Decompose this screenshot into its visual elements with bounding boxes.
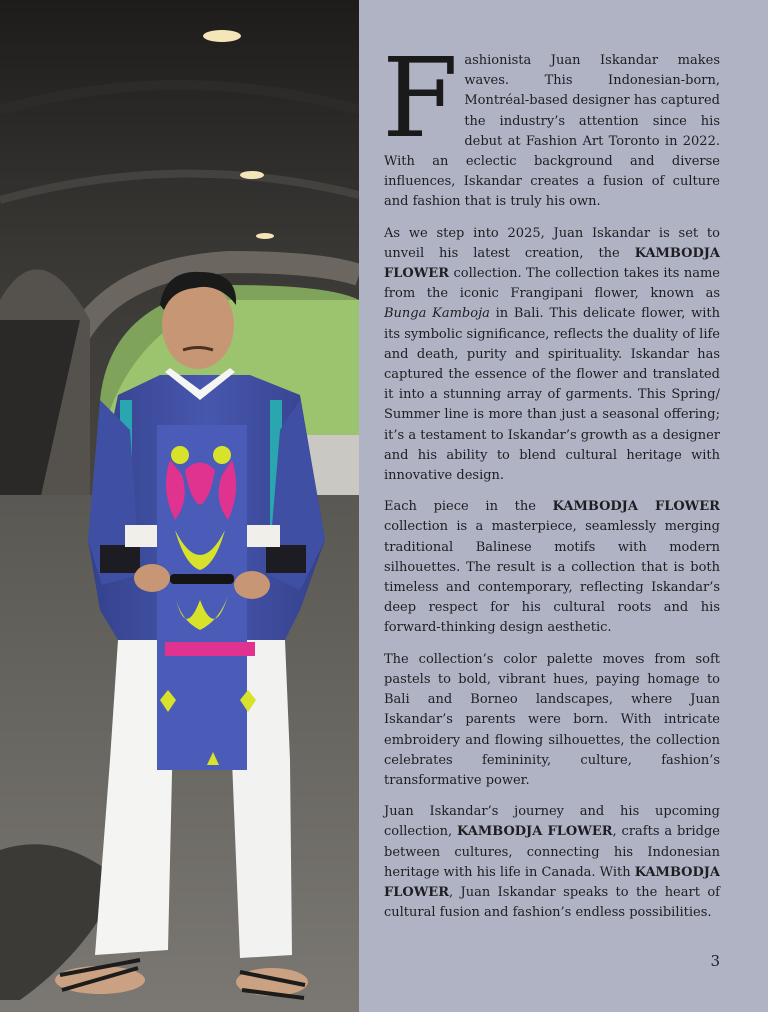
ceiling-light: [240, 171, 264, 179]
collection-name: KAMBODJA FLOWER: [552, 499, 720, 515]
bunga-kamboja-term: Bunga Kamboja: [384, 306, 490, 322]
ceiling-light: [256, 233, 274, 239]
paragraph-2: [384, 224, 720, 487]
model-photo: [0, 0, 359, 1012]
paragraph-3-text-a: Each piece in the: [384, 499, 553, 515]
model-photo-illustration: [0, 0, 359, 1012]
paragraph-3-text-c: collection is a masterpiece, seamlessly merging traditional Balinese motifs with modern silhouettes. The result is a collection that is both timeless and contemporary, reflecting Iskandar’s deep respect for his cultural roots and his forward-thinking design aesthetic.: [384, 519, 720, 636]
collection-name: KAMBODJA FLOWER: [456, 824, 613, 840]
paragraph-5: [384, 802, 720, 923]
article-body: [382, 34, 721, 934]
paragraph-4-text: The collection’s color palette moves from soft pastels to bold, vibrant hues, paying homage to Bali and Borneo landscapes, where Juan Iskandar’s parents were born. With intricate embroidery and flowing silhouettes, the collection celebrates femininity, culture, fashion’s transformative power.: [384, 651, 720, 788]
collection-name: KAMBODJA FLOWER: [384, 864, 721, 900]
paragraph-2-text-e: in Bali. This delicate flower, with its symbolic significance, reflects the duality of life and death, purity and spirituality. Iskandar has captured the essence of the flower and translated it into a stunning array of garments. This Spring/ Summer line is more than just a seasonal offering; it’s a testament to Iskandar’s growth as a designer and his ability to blend cultural heritage with innovative design.: [384, 306, 720, 484]
paragraph-2-text-a: As we step into 2025, Juan Iskandar is set to unveil his latest creation, the: [384, 225, 720, 261]
article-panel: [359, 0, 768, 1012]
paragraph-2-text-c: collection. The collection takes its name from the iconic Frangipani flower, known as: [384, 266, 720, 302]
paragraph-5-text-e: , Juan Iskandar speaks to the heart of cultural fusion and fashion’s endless possibilities.: [384, 884, 720, 921]
paragraph-1-text: ashionista Juan Iskandar makes waves. This Indonesian-born, Montréal-based designer has captured the industry’s attention since his debut at Fashion Art Toronto in 2022. With an eclectic background and diverse influences, Iskandar creates a fusion of culture and fashion that is truly his own.: [384, 53, 720, 210]
paragraph-1: [382, 34, 720, 213]
paragraph-3: [384, 497, 720, 638]
paragraph-5-text-c: , crafts a bridge between cultures, connecting his Indonesian heritage with his life in Canada. With: [384, 824, 720, 880]
sunglasses: [170, 574, 234, 584]
collection-name: KAMBODJA FLOWER: [384, 245, 720, 282]
paragraph-4: [384, 650, 720, 791]
page-number: 3: [710, 952, 720, 970]
ceiling-light: [203, 30, 241, 42]
paragraph-5-text-a: Juan Iskandar’s journey and his upcoming collection,: [384, 804, 720, 840]
drop-cap: F: [382, 34, 459, 162]
